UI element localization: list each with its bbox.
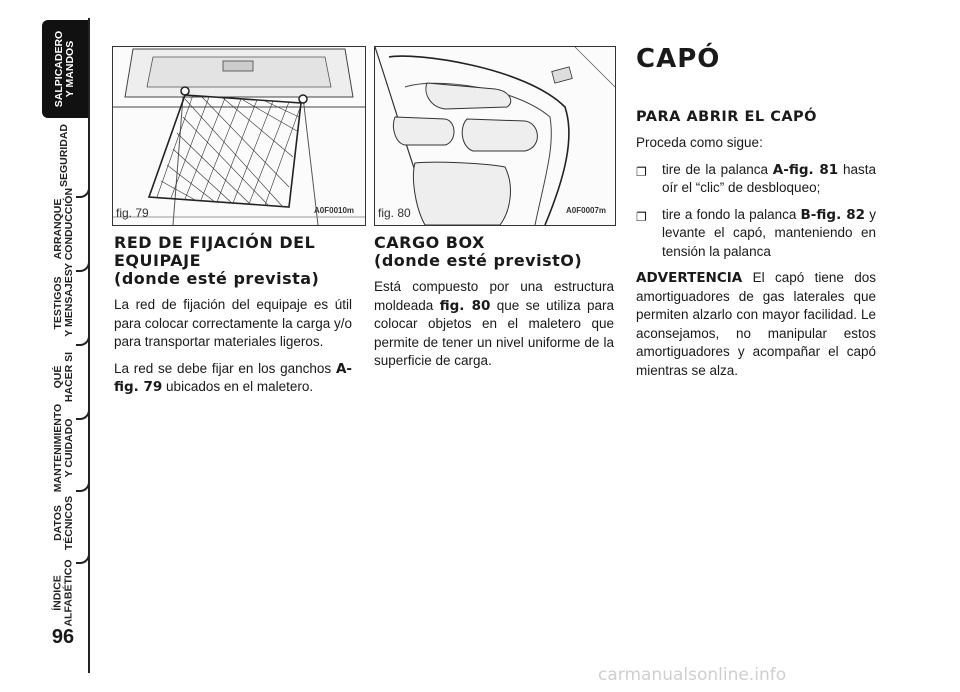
hood-step-1: ❐ tire de la palanca A-fig. 81 hasta oír el “clic” de desbloqueo; xyxy=(636,161,876,195)
watermark: carmanualsonline.info xyxy=(598,665,787,685)
tab-indice[interactable] xyxy=(40,559,88,627)
section-luggage-net xyxy=(114,234,352,405)
tab-testigos[interactable] xyxy=(40,270,88,336)
figure-79-caption: fig. 79 xyxy=(116,206,149,220)
cargo-box-paragraph: Está compuesto por una estructura moldeada fig. 80 que se utiliza para colocar objetos en el maletero que permite de tener un nivel uniforme de la superficie de carga. xyxy=(374,279,614,368)
luggage-net-illustration xyxy=(113,47,365,225)
hood-subheading: PARA ABRIR EL CAPÓ xyxy=(636,109,818,125)
tab-label: SALPICADERO Y MANDOS xyxy=(53,30,76,108)
tab-label: MANTENIMIENTO Y CUIDADO xyxy=(52,403,76,493)
luggage-net-paragraph-2: La red se debe fijar en los ganchos A-fig. 79 ubicados en el maletero. xyxy=(114,360,352,395)
tab-label: ÍNDICE ALFABÉTICO xyxy=(52,559,75,627)
tab-salpicadero[interactable] xyxy=(42,20,88,118)
tab-label: ARRANQUE Y CONDUCCIÓN xyxy=(52,187,75,271)
figure-79-luggage-net xyxy=(112,46,366,226)
section-hood xyxy=(636,108,876,388)
page-number: 96 xyxy=(51,626,75,648)
hood-step-2: ❐ tire a fondo la palanca B-fig. 82 y levante el capó, manteniendo en tensión la palanca xyxy=(636,206,876,259)
luggage-net-heading: RED DE FIJACIÓN DEL EQUIPAJE (donde esté prevista) xyxy=(114,233,320,288)
checkbox-bullet-icon: ❐ xyxy=(636,209,647,224)
section-cargo-box xyxy=(374,234,614,379)
tab-que-hacer[interactable] xyxy=(40,344,88,410)
hood-warning: ADVERTENCIA El capó tiene dos amortiguadores de gas laterales que permiten alzarlo con mayor facilidad. Le aconsejamos, no manipular estos amortiguadores y acompañar el capó mientras se alza. xyxy=(636,270,876,378)
hood-intro: Proceda como sigue: xyxy=(636,135,763,150)
figure-79-code: A0F0010m xyxy=(314,206,355,215)
tab-mantenimiento[interactable] xyxy=(40,403,88,493)
section-sidebar xyxy=(0,0,92,692)
figure-80-code: A0F0007m xyxy=(566,206,607,215)
sidebar-spine xyxy=(88,18,90,673)
page-title: CAPÓ xyxy=(636,44,721,74)
tab-label: TESTIGOS Y MENSAJES xyxy=(52,269,75,337)
tab-arranque[interactable] xyxy=(40,187,88,271)
tab-datos-tecnicos[interactable] xyxy=(40,490,88,556)
cargo-box-illustration xyxy=(375,47,615,225)
tab-label: QUÉ HACER SI xyxy=(52,351,75,403)
figure-80-caption: fig. 80 xyxy=(378,206,411,220)
figure-80-cargo-box xyxy=(374,46,616,226)
luggage-net-paragraph-1: La red de fijación del equipaje es útil para colocar correctamente la carga y/o para transportar materiales ligeros. xyxy=(114,297,352,349)
checkbox-bullet-icon: ❐ xyxy=(636,164,647,179)
tab-seguridad[interactable] xyxy=(40,122,88,188)
tab-label: DATOS TÉCNICOS xyxy=(52,495,76,551)
cargo-box-heading: CARGO BOX (donde esté previstO) xyxy=(374,233,583,270)
tab-label: SEGURIDAD xyxy=(57,123,70,187)
